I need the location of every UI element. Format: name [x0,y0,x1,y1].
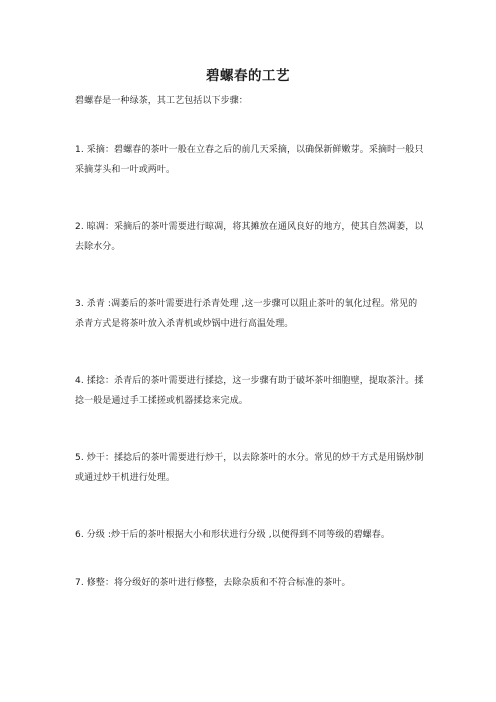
document-title: 碧螺春的工艺 [206,68,290,84]
intro-paragraph: 碧螺春是一种绿茶，其工艺包括以下步骤： [75,96,248,106]
step-4-paragraph: 4. 揉捻：杀青后的茶叶需要进行揉捻，这一步骤有助于破坏茶叶细胞壁，提取茶汁。揉捻一般是通过手工揉搓或机器揉捻来完成。 [75,376,424,406]
step-7-paragraph: 7. 修整：将分级好的茶叶进行修整，去除杂质和不符合标准的茶叶。 [75,578,351,588]
step-1-paragraph: 1. 采摘：碧螺春的茶叶一般在立春之后的前几天采摘，以确保新鲜嫩芽。采摘时一般只采摘芽头和一叶或两叶。 [75,145,424,175]
step-5-paragraph: 5. 炒干：揉捻后的茶叶需要进行炒干，以去除茶叶的水分。常见的炒干方式是用锅炒制或通过炒干机进行处理。 [75,453,424,483]
step-2-paragraph: 2. 晾凋：采摘后的茶叶需要进行晾凋，将其摊放在通风良好的地方，使其自然凋萎，以去除水分。 [75,222,424,252]
step-6-paragraph: 6. 分级 :炒干后的茶叶根据大小和形状进行分级 ,以便得到不同等级的碧螺春。 [75,530,390,540]
step-3-paragraph: 3. 杀青 :凋萎后的茶叶需要进行杀青处理 ,这一步骤可以阻止茶叶的氧化过程。常见的杀青方式是将茶叶放入杀青机或炒锅中进行高温处理。 [75,299,418,329]
